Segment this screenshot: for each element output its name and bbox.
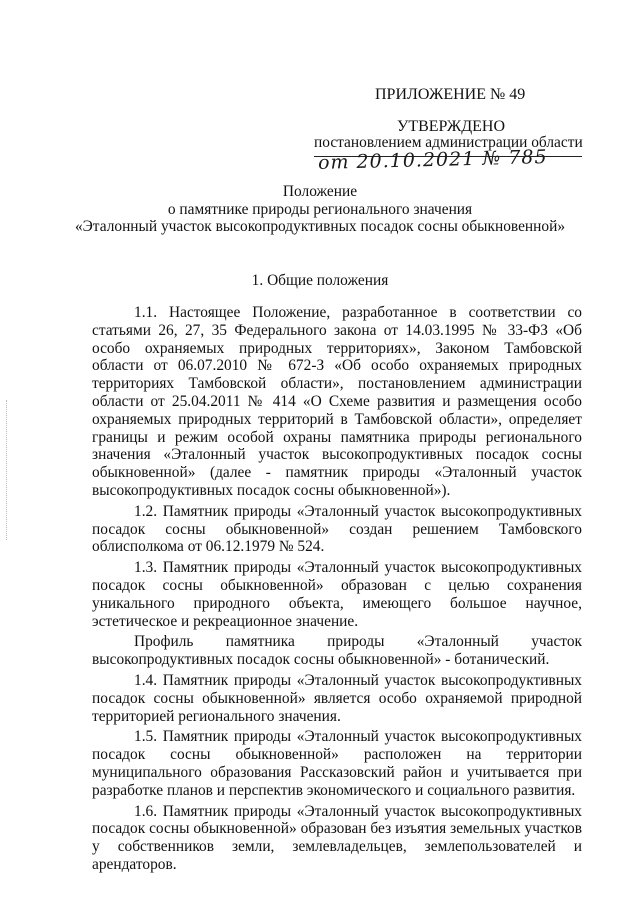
document-title: Положение: [282, 183, 358, 200]
paragraph-profile: Профиль памятника природы «Эталонный участок высокопродуктивных посадок сосны обыкновенной» - ботанический.: [92, 633, 582, 669]
approved-label: УТВЕРЖДЕНО: [397, 118, 506, 135]
paragraph-1-4: 1.4. Памятник природы «Эталонный участок высокопродуктивных посадок сосны обыкновенной» является особо охраняемой природной территорией регионального значения.: [92, 671, 582, 725]
document-object-name: «Эталонный участок высокопродуктивных посадок сосны обыкновенной»: [74, 218, 566, 235]
paragraph-1-6: 1.6. Памятник природы «Эталонный участок высокопродуктивных посадок сосны обыкновенной» образован без изъятия земельных участков у собственников земли, землевладельцев, землепользователей и арендаторов.: [92, 802, 582, 873]
paragraph-1-3: 1.3. Памятник природы «Эталонный участок высокопродуктивных посадок сосны обыкновенной» образован с целью сохранения уникального природного объекта, имеющего большое научное, эстетическое и рекреационное значение.: [92, 559, 582, 630]
margin-scan-mark: [6, 400, 9, 540]
handwritten-date-number: от 20.10.2021 № 785: [317, 145, 548, 175]
paragraph-1-5: 1.5. Памятник природы «Эталонный участок высокопродуктивных посадок сосны обыкновенной» расположен на территории муниципального образования Рассказовский район и учитывается при разработке планов и перспектив экономического и социального развития.: [92, 728, 582, 799]
paragraph-1-1: 1.1. Настоящее Положение, разработанное в соответствии со статьями 26, 27, 35 Федерального закона от 14.03.1995 № 33-ФЗ «Об особо охраняемых природных территориях», Законом Тамбовской области от 06.07.2010 № 672-З «Об особо охраняемых природных территориях Тамбовской области», постановлением администрации области от 25.04.2011 № 414 «О Схеме развития и размещения особо охраняемых природных территорий в Тамбовской области», определяет границы и режим особой охраны памятника природы регионального значения «Эталонный участок высокопродуктивных посадок сосны обыкновенной» (далее - памятник природы «Эталонный участок высокопродуктивных посадок сосны обыкновенной»).: [92, 304, 582, 499]
document-body: [92, 304, 582, 877]
annex-number: ПРИЛОЖЕНИЕ № 49: [375, 86, 526, 103]
document-subtitle: о памятнике природы регионального значения: [167, 201, 473, 218]
decree-line: постановлением администрации области: [314, 134, 583, 151]
section-heading: 1. Общие положения: [251, 272, 389, 289]
paragraph-1-2: 1.2. Памятник природы «Эталонный участок высокопродуктивных посадок сосны обыкновенной» создан решением Тамбовского облисполкома от 06.12.1979 № 524.: [92, 502, 582, 556]
